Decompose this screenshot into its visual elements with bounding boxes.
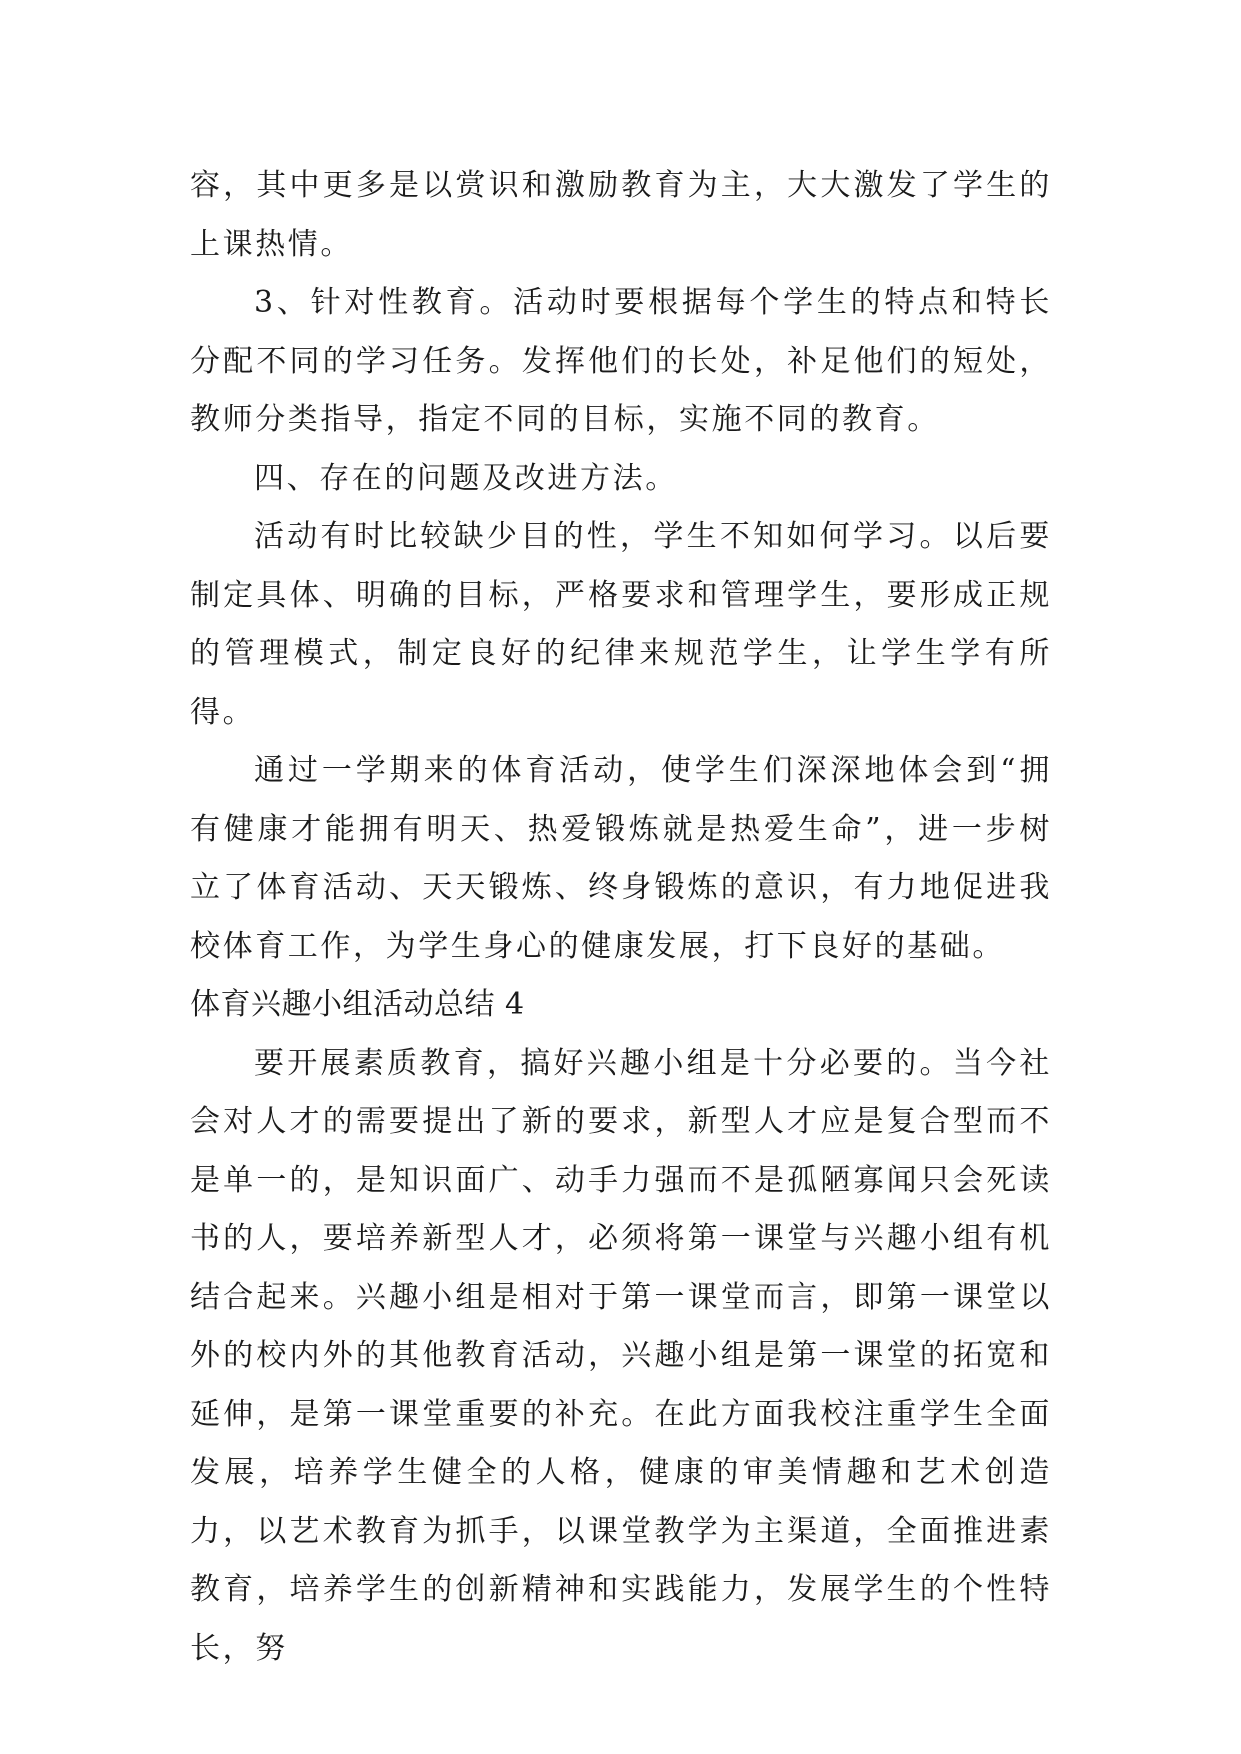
document-body [190, 157, 1052, 1678]
paragraph: 四、存在的问题及改进方法。 [254, 460, 678, 496]
paragraph: 3、针对性教育。活动时要根据每个学生的特点和特长分配不同的学习任务。发挥他们的长处，补足他们的短处，教师分类指导，指定不同的目标，实施不同的教育。 [190, 285, 1052, 437]
paragraph: 通过一学期来的体育活动，使学生们深深地体会到“拥有健康才能拥有明天、热爱锻炼就是热爱生命”，进一步树立了体育活动、天天锻炼、终身锻炼的意识，有力地促进我校体育工作，为学生身心的健康发展，打下良好的基础。 [190, 753, 1052, 964]
section-heading: 体育兴趣小组活动总结 4 [190, 987, 525, 1022]
paragraph: 活动有时比较缺少目的性，学生不知如何学习。以后要制定具体、明确的目标，严格要求和管理学生，要形成正规的管理模式，制定良好的纪律来规范学生，让学生学有所得。 [190, 519, 1052, 730]
paragraph: 要开展素质教育，搞好兴趣小组是十分必要的。当今社会对人才的需要提出了新的要求，新型人才应是复合型而不是单一的，是知识面广、动手力强而不是孤陋寡闻只会死读书的人，要培养新型人才，必须将第一课堂与兴趣小组有机结合起来。兴趣小组是相对于第一课堂而言，即第一课堂以外的校内外的其他教育活动，兴趣小组是第一课堂的拓宽和延伸，是第一课堂重要的补充。在此方面我校注重学生全面发展，培养学生健全的人格，健康的审美情趣和艺术创造力，以艺术教育为抓手，以课堂教学为主渠道，全面推进素教育，培养学生的创新精神和实践能力，发展学生的个性特长，努 [190, 1045, 1052, 1666]
paragraph: 容，其中更多是以赏识和激励教育为主，大大激发了学生的上课热情。 [190, 168, 1052, 262]
